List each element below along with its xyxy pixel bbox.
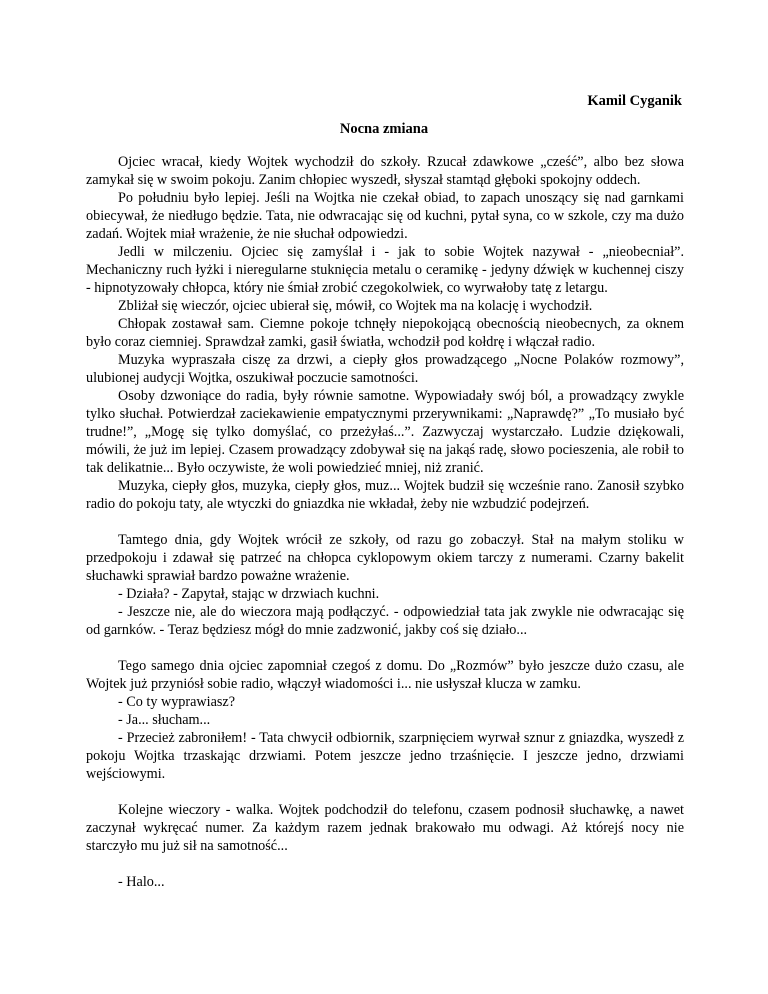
- paragraph: Chłopak zostawał sam. Ciemne pokoje tchnęły niepokojącą obecnością nieobecnych, za oknem było coraz ciemniej. Sprawdzał zamki, gasił światła, wchodził pod kołdrę i włączał radio.: [86, 316, 684, 350]
- paragraph: - Działa? - Zapytał, stając w drzwiach kuchni.: [118, 586, 380, 602]
- paragraph: Po południu było lepiej. Jeśli na Wojtka nie czekał obiad, to zapach unoszący się nad garnkami obiecywał, że niedługo będzie. Tata, nie odwracając się od kuchni, pytał syna, co w szkole, czy ma dużo zadań. Wojtek miał wrażenie, że nie słuchał odpowiedzi.: [86, 190, 684, 242]
- paragraph: Ojciec wracał, kiedy Wojtek wychodził do szkoły. Rzucał zdawkowe „cześć”, albo bez słowa zamykał się w swoim pokoju. Zanim chłopiec wyszedł, słyszał stamtąd głęboki spokojny oddech.: [86, 154, 684, 188]
- paragraph: Tego samego dnia ojciec zapomniał czegoś z domu. Do „Rozmów” było jeszcze dużo czasu, ale Wojtek już przyniósł sobie radio, włączył wiadomości i... nie usłyszał klucza w zamku.: [86, 658, 684, 692]
- paragraph: Osoby dzwoniące do radia, były równie samotne. Wypowiadały swój ból, a prowadzący zwykle tylko słuchał. Potwierdzał zaciekawienie empatycznymi przerywnikami: „Naprawdę?” „To musiało być trudne!”, „Mogę się tylko domyślać, co przeżyłaś...”. Zazwyczaj wystarczało. Ludzie dziękowali, mówili, że już im lepiej. Czasem prowadzący zdobywał się na jakąś radę, słowo pocieszenia, ale robił to tak delikatnie... Było oczywiste, że woli powiedzieć mniej, niż zranić.: [86, 388, 684, 476]
- paragraph: - Jeszcze nie, ale do wieczora mają podłączyć. - odpowiedział tata jak zwykle nie odwracając się od garnków. - Teraz będziesz mógł do mnie zadzwonić, jakby coś się działo...: [86, 604, 684, 638]
- paragraph: Tamtego dnia, gdy Wojtek wrócił ze szkoły, od razu go zobaczył. Stał na małym stoliku w przedpokoju i zdawał się patrzeć na chłopca cyklopowym okiem tarczy z numerami. Czarny bakelit słuchawki sprawiał bardzo poważne wrażenie.: [86, 532, 684, 584]
- paragraph: - Ja... słucham...: [118, 712, 211, 728]
- paragraph: - Przecież zabroniłem! - Tata chwycił odbiornik, szarpnięciem wyrwał sznur z gniazdka, wyszedł z pokoju Wojtka trzaskając drzwiami. Potem jeszcze jedno trzaśnięcie. I jeszcze jedno, drzwiami wejściowymi.: [86, 730, 684, 782]
- section-break: [86, 783, 684, 801]
- paragraph: Zbliżał się wieczór, ojciec ubierał się, mówił, co Wojtek ma na kolację i wychodził.: [118, 298, 593, 314]
- paragraph: Muzyka wypraszała ciszę za drzwi, a ciepły głos prowadzącego „Nocne Polaków rozmowy”, ulubionej audycji Wojtka, oszukiwał poczucie samotności.: [86, 352, 684, 386]
- paragraph: - Halo...: [118, 874, 165, 890]
- document-title: Nocna zmiana: [339, 121, 429, 137]
- section-break: [86, 513, 684, 531]
- paragraph: Jedli w milczeniu. Ojciec się zamyślał i - jak to sobie Wojtek nazywał - „nieobecniał”. Mechaniczny ruch łyżki i nieregularne stuknięcia metalu o ceramikę - jedyny dźwięk w kuchennej ciszy - hipnotyzowały chłopca, który nie śmiał zrobić czegokolwiek, co wyrwałoby tatę z letargu.: [86, 244, 684, 296]
- paragraph: - Co ty wyprawiasz?: [118, 694, 236, 710]
- section-break: [86, 639, 684, 657]
- section-break: [86, 855, 684, 873]
- document-body: [86, 153, 684, 891]
- author-name: Kamil Cyganik: [587, 93, 682, 109]
- paragraph: Muzyka, ciepły głos, muzyka, ciepły głos, muz... Wojtek budził się wcześnie rano. Zanosił szybko radio do pokoju taty, ale wtyczki do gniazdka nie wkładał, żeby nie wzbudzić podejrzeń.: [86, 478, 684, 512]
- paragraph: Kolejne wieczory - walka. Wojtek podchodził do telefonu, czasem podnosił słuchawkę, a nawet zaczynał wykręcać numer. Za każdym razem jednak brakowało mu odwagi. Aż którejś nocy nie starczyło mu już sił na samotność...: [86, 802, 684, 854]
